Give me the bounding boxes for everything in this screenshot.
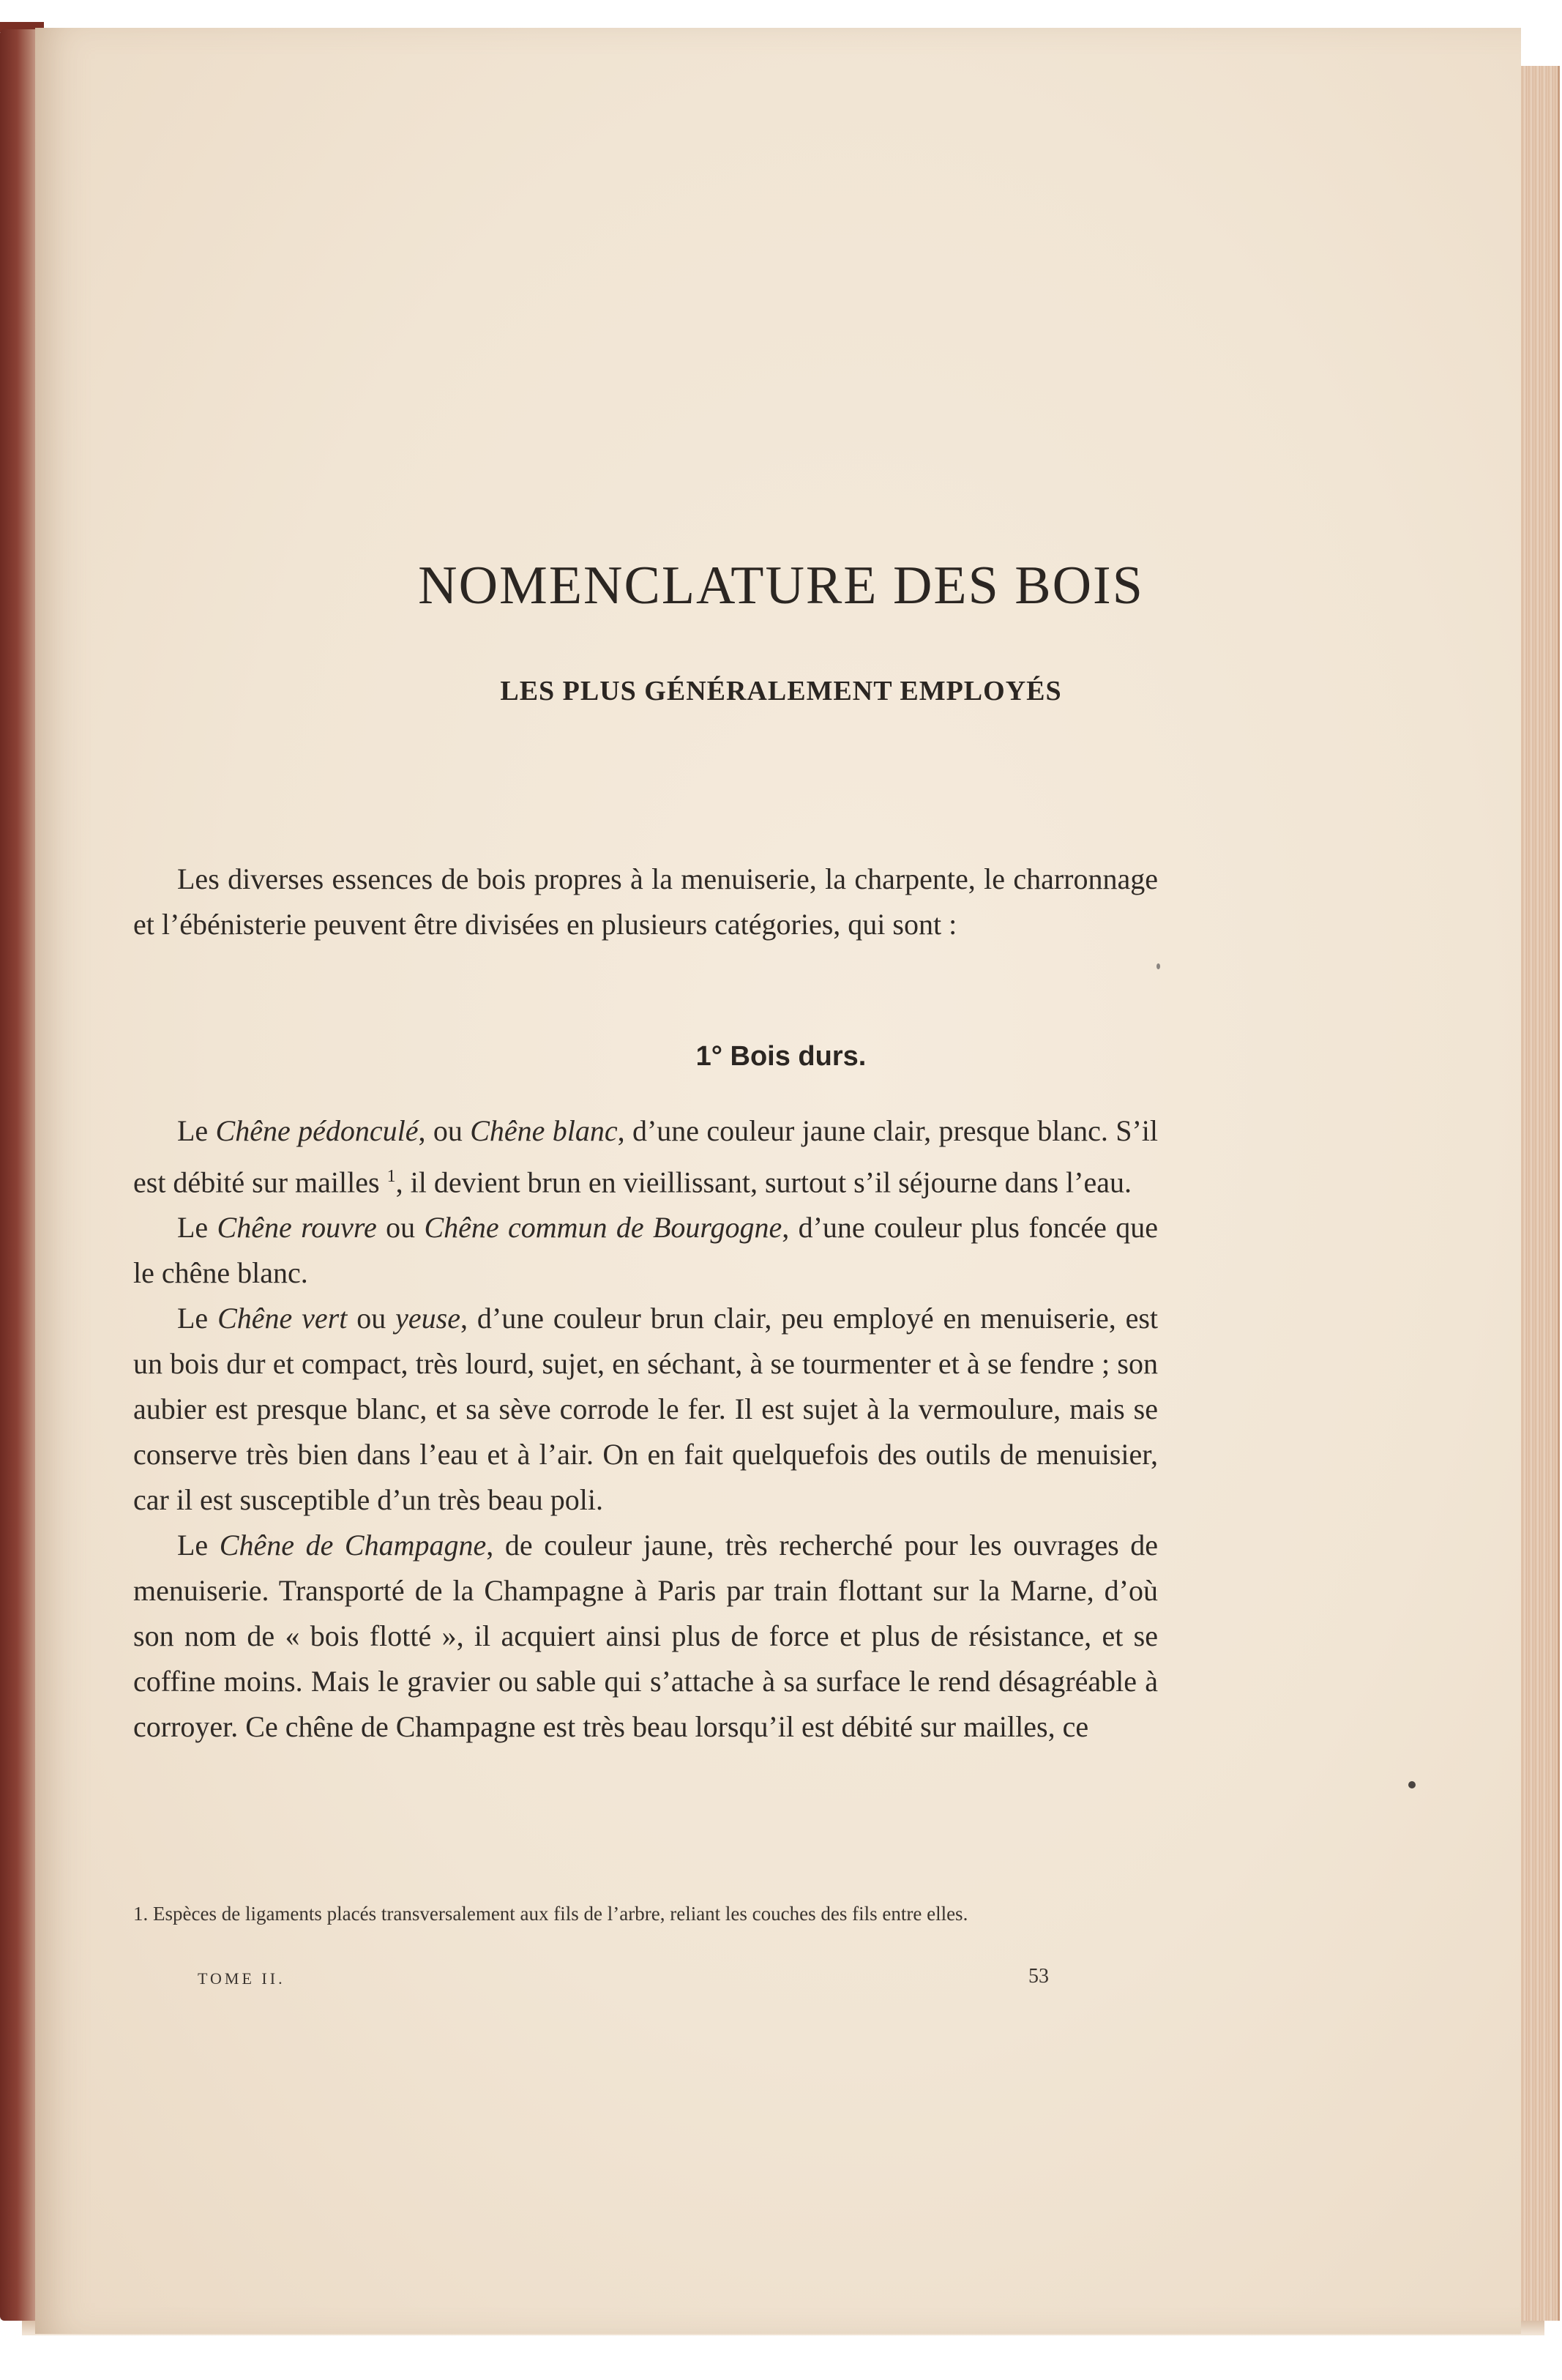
page-title: NOMENCLATURE DES BOIS (418, 556, 1144, 616)
term-chene-rouvre: Chêne rouvre (217, 1211, 377, 1245)
footnote (133, 1899, 1158, 1928)
body-paragraphs (133, 1108, 1158, 1750)
paragraph-chene-vert: Le Chêne vert ou yeuse, d’une couleur brun clair, peu employé en menuiserie, est un bois dur et compact, très lourd, sujet, en séchant, à se tourmenter et à se fendre ; son aubier est presque blanc, et sa sève corrode le fer. Il est sujet à la vermoulure, mais se conserve très bien dans l’eau et à l’air. On en fait quelquefois des outils de menuisier, car il est susceptible d’un très beau poli. (133, 1302, 1159, 1517)
section-heading: 1° Bois durs. (695, 1041, 867, 1072)
tome-label: TOME II. (198, 1969, 285, 1988)
term-yeuse: yeuse (395, 1302, 460, 1335)
paragraph-chene-pedoncule: Le Chêne pédonculé, ou Chêne blanc, d’une couleur jaune clair, presque blanc. S’il est débité sur mailles $^1$, il devient brun en vieillissant, surtout s’il séjourne dans l’eau. (133, 1114, 1159, 1199)
term-chene-champagne: Chêne de Champagne (219, 1529, 487, 1562)
footnote-marker: 1. (133, 1903, 149, 1925)
term-chene-bourgogne: Chêne commun de Bourgogne (424, 1211, 782, 1245)
paragraph-chene-rouvre: Le Chêne rouvre ou Chêne commun de Bourgogne, d’une couleur plus foncée que le chêne blanc. (133, 1211, 1159, 1290)
intro-paragraph: Les diverses essences de bois propres à la menuiserie, la charpente, le charronnage et l’ébénisterie peuvent être divisées en plusieurs catégories, qui sont : (133, 862, 1158, 941)
footnote-text: Espèces de ligaments placés transversalement aux fils de l’arbre, reliant les couches des fils entre elles. (153, 1903, 968, 1925)
term-chene-pedoncule: Chêne pédonculé (215, 1114, 419, 1147)
ink-speck (1156, 963, 1160, 969)
term-chene-blanc: Chêne blanc (470, 1114, 618, 1147)
footnote-reference: 1 (386, 1167, 396, 1186)
ink-dot (1408, 1781, 1416, 1788)
page-subtitle: LES PLUS GÉNÉRALEMENT EMPLOYÉS (500, 676, 1062, 706)
paragraph-chene-champagne: Le Chêne de Champagne, de couleur jaune, très recherché pour les ouvrages de menuiserie. Transporté de la Champagne à Paris par train flottant sur la Marne, d’où son nom de « bois flotté », il acquiert ainsi plus de force et plus de résistance, et se coffine moins. Mais le gravier ou sable qui s’attache à sa surface le rend désagréable à corroyer. Ce chêne de Champagne est très beau lorsqu’il est débité sur mailles, ce (133, 1529, 1159, 1744)
page-number: 53 (1028, 1965, 1049, 1988)
term-chene-vert: Chêne vert (217, 1302, 348, 1335)
